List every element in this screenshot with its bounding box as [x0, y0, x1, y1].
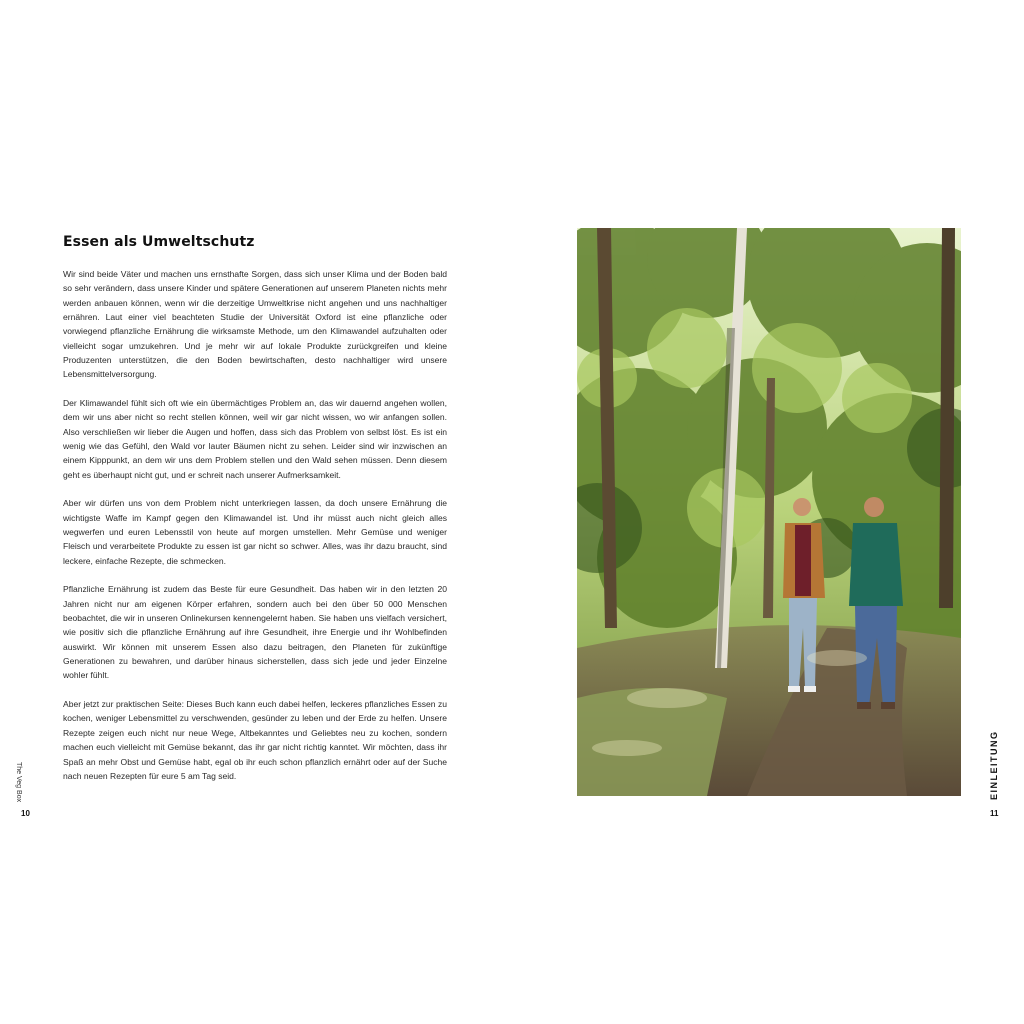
paragraph: Der Klimawandel fühlt sich oft wie ein übermächtiges Problem an, das wir dauernd angehen wollen, dem wir uns aber nicht so recht stellen können, weil wir gar nicht wissen, wo wir anfangen sollen. Also verschließen wir lieber die Augen und hoffen, dass sich das Problem von selbst löst. Es ist ein wenig wie das Gefühl, den Wald vor lauter Bäumen nicht zu sehen. Leider sind wir inzwischen an einem Kipppunkt, an dem wir uns dem Problem stellen und den Wald sehen müssen. Denn diesem geht es überhaupt nicht gut, und er schreit nach unserer Aufmerksamkeit.	[63, 398, 447, 480]
page-number-left: 10	[21, 809, 30, 818]
chapter-label	[986, 724, 1006, 800]
paragraph: Pflanzliche Ernährung ist zudem das Beste für eure Gesundheit. Das haben wir in den letzten 20 Jahren nicht nur am eigenen Körper erfahren, sondern auch bei den über 50 000 Menschen beobachtet, die wir in unseren Onlinekursen kennengelernt haben. Sie haben uns vielfach versichert, wie positiv sich die pflanzliche Ernährung auf ihre Gesundheit, ihre Energie und ihr Wohlbefinden auswirkt. Wir können mit unserem Essen also dazu beitragen, den Planeten für zukünftige Generationen zu bewahren, und darüber hinaus sicherstellen, dass sich jede und jeder Einzelne wohler fühlt.	[63, 584, 447, 681]
page-number-right: 11	[990, 809, 999, 818]
running-title-text: The Veg Box	[15, 762, 22, 803]
paragraph: Wir sind beide Väter und machen uns ernsthafte Sorgen, dass sich unser Klima und der Boden bald so sehr verändern, dass unsere Kinder und spätere Generationen auf unserem Planeten nichts mehr werden anbauen können, wenn wir die derzeitige Umweltkrise nicht angehen und uns nachhaltiger ernähren. Laut einer viel beachteten Studie der Universität Oxford ist eine pflanzliche oder vorwiegend pflanzliche Ernährung die wirksamste Methode, um den Klimawandel aufzuhalten oder vielleicht sogar umzukehren. Und je mehr wir auf lokale Produkte zurückgreifen und kleine Produzenten unterstützen, die den Boden bewirtschaften, desto nachhaltiger wird unsere Lebensmittelversorgung.	[63, 269, 447, 380]
running-title	[15, 762, 40, 803]
right-page	[512, 0, 1024, 1024]
paragraph: Aber wir dürfen uns von dem Problem nicht unterkriegen lassen, da doch unsere Ernährung die wichtigste Waffe im Kampf gegen den Klimawandel ist. Und ihr müsst auch nicht gleich alles wegwerfen und euren Lebensstil von heute auf morgen umstellen. Mehr Gemüse und weniger Fleisch und verarbeitete Produkte zu essen ist gar nicht so schwer. Alles, was ihr dazu braucht, sind leckere, einfache Rezepte, die schmecken.	[63, 498, 447, 566]
paragraph: Aber jetzt zur praktischen Seite: Dieses Buch kann euch dabei helfen, leckeres pflanzliches Essen zu kochen, weniger Lebensmittel zu verschwenden, gesünder zu leben und der Erde zu helfen. Unsere Rezepte zeigen euch nicht nur neue Wege, Altbekanntes und Geliebtes neu zu kochen, sondern machen euch vielleicht mit Gemüse bekannt, das ihr gar nicht richtig kanntet. Wir möchten, dass ihr Spaß an mehr Obst und Gemüse habt, egal ob ihr euch schon pflanzlich ernährt oder auf der Suche nach neuen Rezepten für eure 5 am Tag seid.	[63, 699, 447, 781]
body-text	[63, 267, 447, 797]
forest-photo	[577, 228, 961, 796]
photo-two-men-walking-in-forest-icon	[577, 228, 961, 796]
chapter-label-text: EINLEITUNG	[989, 730, 999, 800]
section-heading: Essen als Umweltschutz	[63, 234, 255, 250]
